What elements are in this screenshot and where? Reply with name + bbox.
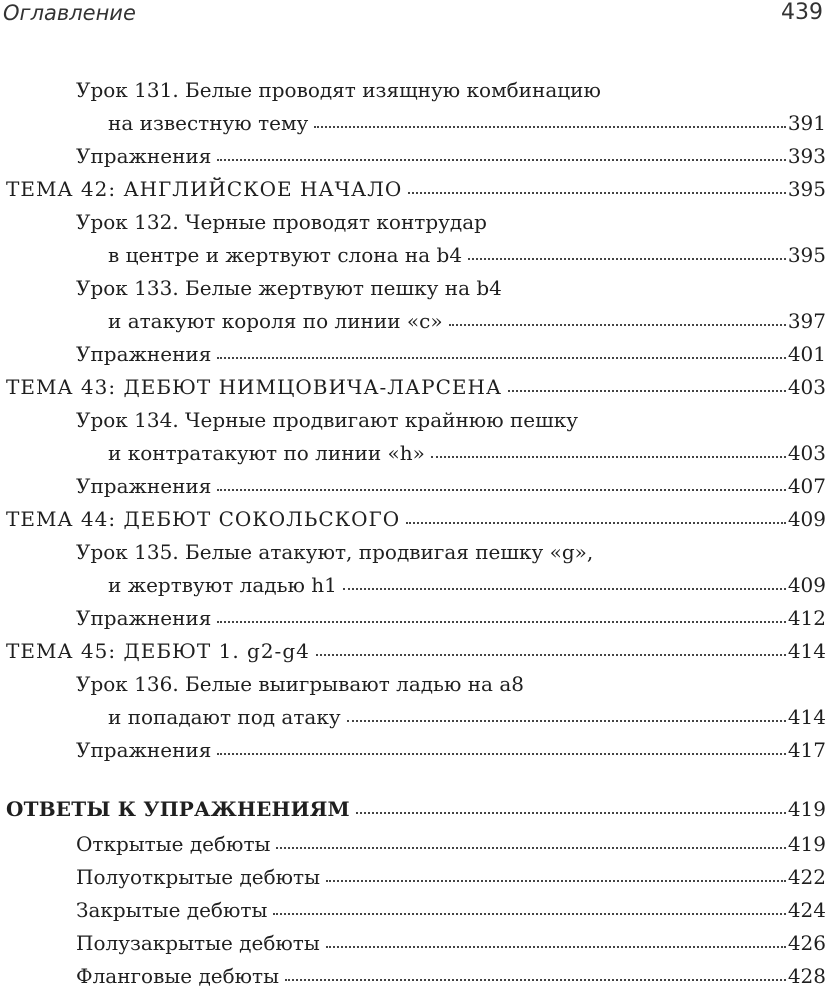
toc-theme: ТЕМА 45: ДЕБЮТ 1. g2-g4 414 xyxy=(6,635,828,667)
dot-leader xyxy=(406,522,786,524)
toc-page: 409 xyxy=(787,573,826,597)
dot-leader xyxy=(217,621,785,623)
toc-page: 424 xyxy=(787,898,826,922)
toc-page: 422 xyxy=(787,865,826,889)
dot-leader xyxy=(343,588,786,590)
toc-theme: ТЕМА 43: ДЕБЮТ НИМЦОВИЧА-ЛАРСЕНА 403 xyxy=(6,371,828,403)
dot-leader xyxy=(285,979,786,981)
dot-leader xyxy=(316,654,786,656)
dot-leader xyxy=(273,913,785,915)
dot-leader xyxy=(449,324,786,326)
toc-entry: и контратакуют по линии «h» 403 xyxy=(108,437,828,469)
toc-page: 393 xyxy=(787,144,826,168)
toc-entry: Полузакрытые дебюты 426 xyxy=(76,927,828,959)
dot-leader xyxy=(408,192,786,194)
toc-page: 395 xyxy=(787,243,826,267)
toc-page: 414 xyxy=(787,705,826,729)
dot-leader xyxy=(326,946,786,948)
toc-entry: Упражнения 401 xyxy=(76,338,828,370)
toc-entry: Упражнения 412 xyxy=(76,602,828,634)
toc-entry: Фланговые дебюты 428 xyxy=(76,960,828,992)
toc-entry: и жертвуют ладью h1 409 xyxy=(108,569,828,601)
toc-page: 417 xyxy=(787,738,826,762)
toc-entry: Упражнения 393 xyxy=(76,140,828,172)
toc-entry: Открытые дебюты 419 xyxy=(76,828,828,860)
dot-leader xyxy=(217,159,785,161)
dot-leader xyxy=(314,126,786,128)
toc-page: 414 xyxy=(787,639,826,663)
toc-entry: на известную тему 391 xyxy=(108,107,828,139)
dot-leader xyxy=(468,258,786,260)
toc-lesson-title: Урок 132. Черные проводят контрудар xyxy=(76,210,487,234)
toc-page: 412 xyxy=(787,606,826,630)
dot-leader xyxy=(217,489,785,491)
toc-page: 409 xyxy=(787,507,826,531)
toc-page: 428 xyxy=(787,964,826,988)
toc-theme: ТЕМА 44: ДЕБЮТ СОКОЛЬСКОГО 409 xyxy=(6,503,828,535)
toc-page: 419 xyxy=(787,797,826,821)
toc-lesson-title: Урок 133. Белые жертвуют пешку на b4 xyxy=(76,276,502,300)
toc-entry: и попадают под атаку 414 xyxy=(108,701,828,733)
toc-lesson-title: Урок 136. Белые выигрывают ладью на а8 xyxy=(76,672,524,696)
dot-leader xyxy=(217,357,785,359)
toc-page: 403 xyxy=(787,375,826,399)
toc-entry: Упражнения 407 xyxy=(76,470,828,502)
toc-lesson-title: Урок 134. Черные продвигают крайнюю пешку xyxy=(76,408,578,432)
toc-page: 391 xyxy=(787,111,826,135)
toc-page: 403 xyxy=(787,441,826,465)
toc-entry: Упражнения 417 xyxy=(76,734,828,766)
toc-page: 419 xyxy=(787,832,826,856)
toc-entry: и атакуют короля по линии «с» 397 xyxy=(108,305,828,337)
toc-page: 426 xyxy=(787,931,826,955)
toc-entry: Полуоткрытые дебюты 422 xyxy=(76,861,828,893)
dot-leader xyxy=(326,880,786,882)
dot-leader xyxy=(347,720,786,722)
toc-page: 397 xyxy=(787,309,826,333)
toc-entry: Закрытые дебюты 424 xyxy=(76,894,828,926)
toc-page: 407 xyxy=(787,474,826,498)
toc-entry: в центре и жертвуют слона на b4 395 xyxy=(108,239,828,271)
page-header xyxy=(0,0,828,34)
dot-leader xyxy=(356,812,786,814)
toc-lesson-title: Урок 135. Белые атакуют, продвигая пешку «g», xyxy=(76,540,594,564)
page-number: 439 xyxy=(781,0,823,25)
running-title: Оглавление xyxy=(3,1,136,25)
toc-page: 395 xyxy=(787,177,826,201)
toc-page: 401 xyxy=(787,342,826,366)
dot-leader xyxy=(508,390,786,392)
toc-theme: ТЕМА 42: АНГЛИЙСКОЕ НАЧАЛО 395 xyxy=(6,173,828,205)
toc-section: ОТВЕТЫ К УПРАЖНЕНИЯМ 419 xyxy=(6,793,828,825)
dot-leader xyxy=(217,753,785,755)
dot-leader xyxy=(276,847,785,849)
dot-leader xyxy=(431,456,786,458)
toc-lesson-title: Урок 131. Белые проводят изящную комбинацию xyxy=(76,78,601,102)
